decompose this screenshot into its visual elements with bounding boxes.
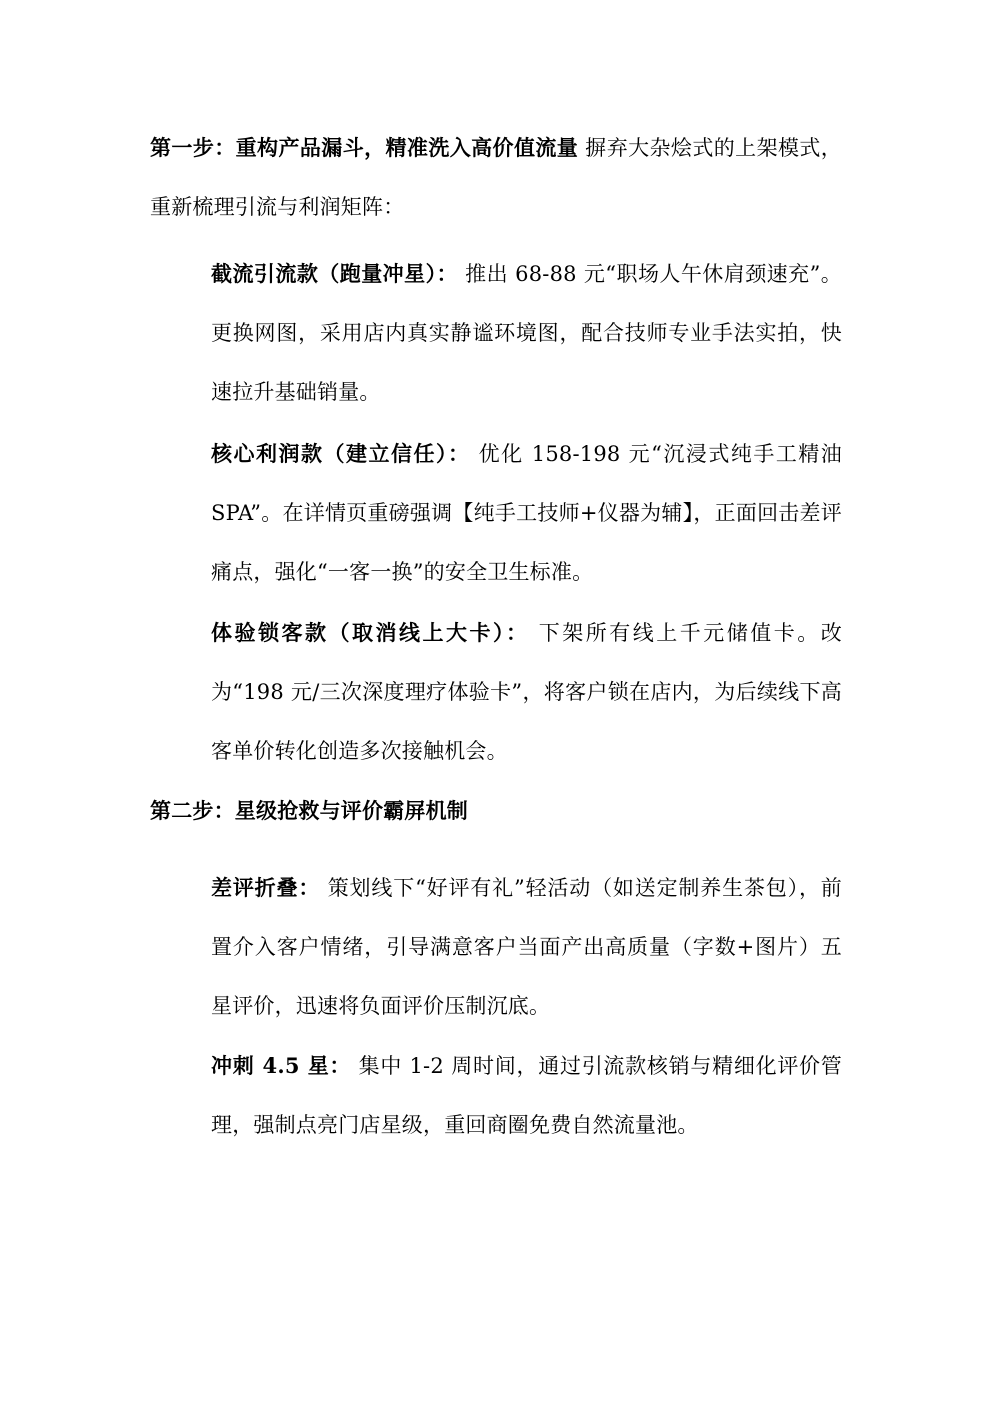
product-item-profit-label: 核心利润款（建立信任）： (211, 441, 471, 466)
step-one-paragraph (150, 118, 842, 237)
product-item-traffic-text: 推出 68-88 元“职场人午休肩颈速充”。更换网图，采用店内真实静谧环境图，配合技师专业手法实拍，快速拉升基础销量。 (211, 262, 842, 404)
step-two-heading: 第二步：星级抢救与评价霸屏机制 (150, 798, 468, 823)
review-item-fold-text: 策划线下“好评有礼”轻活动（如送定制养生茶包），前置介入客户情绪，引导满意客户当面产出高质量（字数+图片）五星评价，迅速将负面评价压制沉底。 (211, 876, 842, 1018)
review-item-fold (211, 858, 842, 1036)
step-two-paragraph (150, 781, 842, 841)
step-one-heading: 第一步：重构产品漏斗，精准洗入高价值流量 (150, 135, 579, 160)
product-item-retention-text: 下架所有线上千元储值卡。改为“198 元/三次深度理疗体验卡”，将客户锁在店内，为后续线下高客单价转化创造多次接触机会。 (211, 621, 842, 763)
review-item-star-text: 集中 1-2 周时间，通过引流款核销与精细化评价管理，强制点亮门店星级，重回商圈免费自然流量池。 (211, 1054, 842, 1137)
product-item-traffic-label: 截流引流款（跑量冲星）： (211, 261, 458, 286)
product-item-retention-label: 体验锁客款（取消线上大卡）： (211, 620, 530, 645)
product-item-traffic (211, 244, 842, 422)
review-item-star-label: 冲刺 4.5 星： (211, 1053, 352, 1078)
review-item-star (211, 1036, 842, 1155)
step-one-intro: 摒弃大杂烩式的上架模式，重新梳理引流与利润矩阵： (150, 136, 842, 219)
review-item-fold-label: 差评折叠： (211, 875, 321, 900)
product-item-profit-text: 优化 158-198 元“沉浸式纯手工精油 SPA”。在详情页重磅强调【纯手工技师+仪器为辅】，正面回击差评痛点，强化“一客一换”的安全卫生标准。 (211, 442, 843, 584)
product-item-retention (211, 603, 842, 781)
product-item-profit (211, 424, 842, 602)
